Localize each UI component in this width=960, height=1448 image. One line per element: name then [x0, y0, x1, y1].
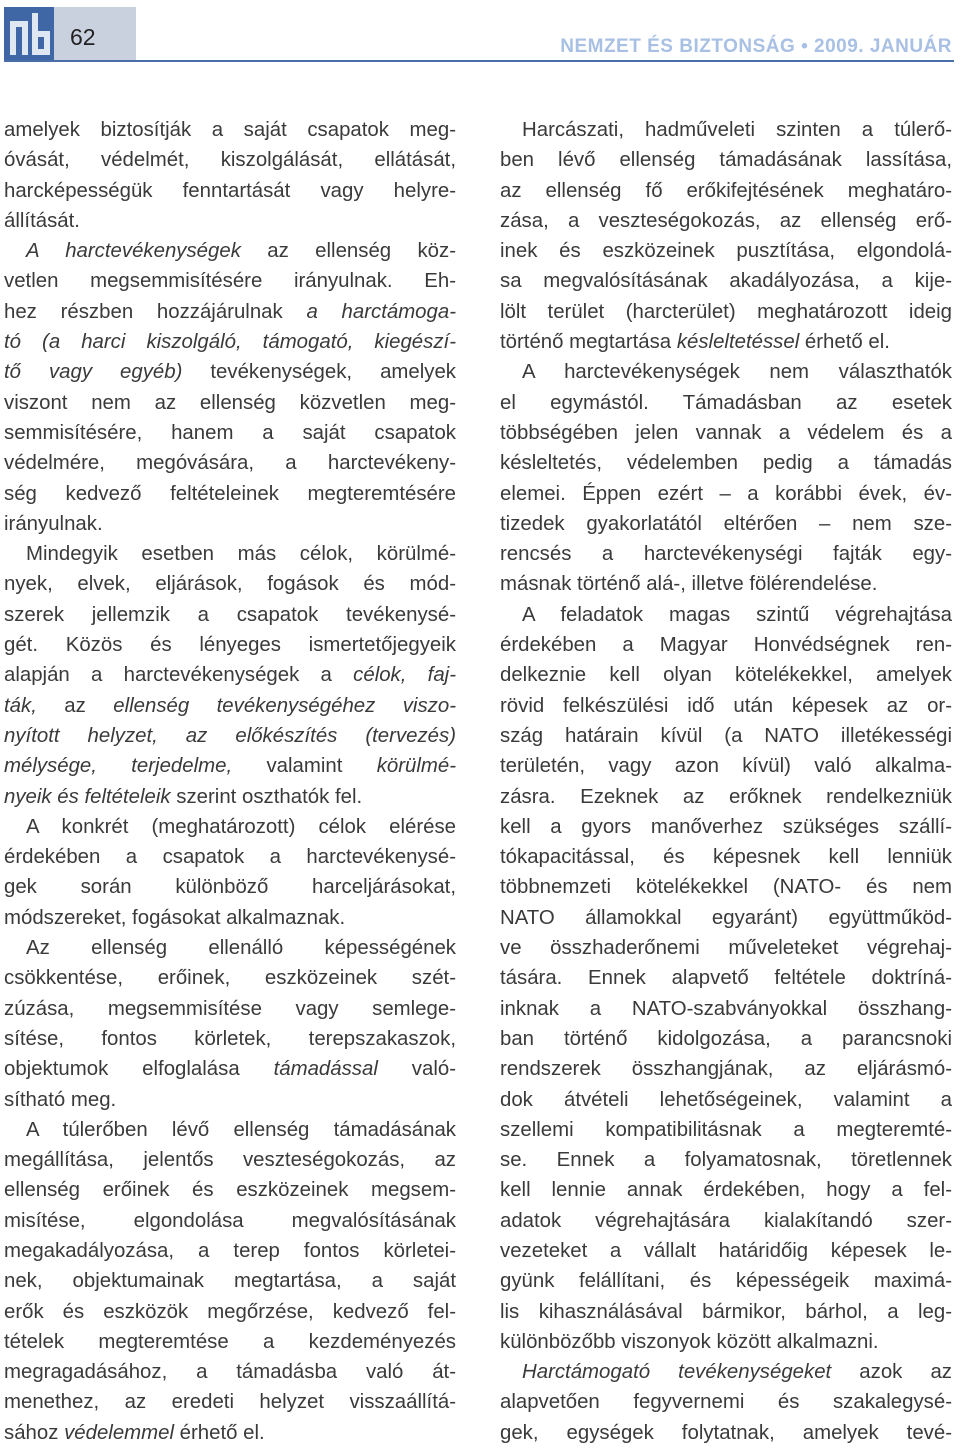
text-line: A harctevékenységek nem választhatók	[522, 361, 952, 384]
text-line: sítható meg.	[4, 1088, 117, 1111]
text-line: állítását.	[4, 209, 80, 232]
text-line: lis kihasználásával bármikor, bárhol, a leg-	[500, 1300, 952, 1323]
text-line: érdekében a Magyar Honvédségnek ren-	[500, 634, 952, 657]
text-line: ták, az ellenség tevékenységéhez viszo-	[4, 694, 456, 717]
text-line: szág határain kívül (a NATO illetékességi	[500, 724, 952, 747]
text-line: zásra. Ezeknek az erőknek rendelkezniük	[500, 785, 952, 808]
text-line: kell a gyors manőverhez szükséges szállí-	[500, 815, 952, 838]
text-line: tására. Ennek alapvető feltétele doktríná-	[500, 967, 952, 990]
text-line: gek, egységek folytatnak, amelyek tevé-	[500, 1421, 952, 1444]
text-line: alapvetően fegyvernemi és szakalegysé-	[500, 1391, 952, 1414]
text-line: A konkrét (meghatározott) célok elérése	[26, 815, 456, 838]
text-line: misítése, elgondolása megvalósításának	[4, 1209, 456, 1232]
text-line: Az ellenség ellenálló képességének	[26, 937, 456, 960]
text-line: megállítása, jelentős veszteségokozás, az	[4, 1149, 456, 1172]
text-line: Harctámogató tevékenységeket azok az	[522, 1361, 952, 1384]
text-line: nyek, elvek, eljárások, fogások és mód-	[4, 573, 456, 596]
text-line: Mindegyik esetben más célok, körülmé-	[26, 543, 456, 566]
text-line: inek és eszközeinek pusztítása, elgondolá-	[500, 240, 952, 263]
right-column	[500, 115, 952, 1448]
text-line: delkeznie kell olyan kötelékekkel, amelyek	[500, 664, 952, 687]
text-line: kell lennie annak érdekében, hogy a fel-	[500, 1179, 952, 1202]
page-header	[0, 0, 960, 62]
text-line: tő vagy egyéb) tevékenységek, amelyek	[4, 361, 456, 384]
journal-title	[560, 37, 952, 56]
text-line: rövid felkészülési idő után képesek az or-	[500, 694, 952, 717]
text-line: rencsés a harctevékenységi fajták egy-	[500, 543, 952, 566]
text-line: A feladatok magas szintű végrehajtása	[522, 603, 952, 626]
text-line: megragadásához, a támadásba való át-	[4, 1361, 456, 1384]
journal-logo	[4, 7, 54, 61]
text-line: ben lévő ellenség támadásának lassítása,	[500, 149, 952, 172]
text-line: az ellenség fő erőkifejtésének meghatáro-	[500, 179, 952, 202]
text-line: objektumok elfoglalása támadással való-	[4, 1058, 456, 1081]
text-line: tételek megteremtése a kezdeményezés	[4, 1330, 456, 1353]
text-line: el egymástól. Támadásban az esetek	[500, 391, 952, 414]
text-line: Harcászati, hadműveleti szinten a túlerő-	[522, 119, 952, 141]
text-line: nek, objektumainak megtartása, a saját	[4, 1270, 456, 1293]
text-line: különbözőbb viszonyok között alkalmazni.	[500, 1330, 879, 1353]
text-line: lölt terület (harcterület) meghatározott ideig	[500, 300, 952, 323]
text-line: A harctevékenységek az ellenség köz-	[26, 240, 456, 263]
text-line: gyünk felállítani, és képességeik maximá-	[500, 1270, 952, 1293]
text-line: másnak történő alá-, illetve fölérendelése.	[500, 573, 878, 596]
text-line: irányulnak.	[4, 512, 103, 535]
text-line: óvását, védelmét, kiszolgálását, ellátását,	[4, 149, 456, 172]
text-line: sa megvalósításának akadályozása, a kije-	[500, 270, 952, 293]
text-line: tókapacitással, és képesnek kell lenniük	[500, 846, 952, 869]
text-line: szerek jellemzik a csapatok tevékenysé-	[4, 603, 456, 626]
text-line: viszont nem az ellenség közvetlen meg-	[4, 391, 456, 414]
text-line: vezeteket a vállalt határidőig képesek le-	[500, 1239, 952, 1262]
text-line: amelyek biztosítják a saját csapatok meg-	[4, 119, 456, 141]
text-line: módszereket, fogásokat alkalmaznak.	[4, 906, 346, 929]
text-line: sához védelemmel érhető el.	[4, 1421, 265, 1444]
text-line: késleltetés, védelemben pedig a támadás	[500, 452, 952, 475]
separator-dot: •	[801, 36, 809, 57]
text-line: védelmére, megóvására, a harctevékeny-	[4, 452, 456, 475]
text-line: mélysége, terjedelme, valamint körülmé-	[4, 755, 456, 778]
text-line: ellenség erőinek és eszközeinek megsem-	[4, 1179, 456, 1202]
text-line: tizedek gyakorlatától eltérően – nem sze-	[500, 512, 952, 535]
left-column	[4, 115, 456, 1448]
text-line: vetlen megsemmisítésére irányulnak. Eh-	[4, 270, 456, 293]
text-line: ban történő kidolgozása, a parancsnoki	[500, 1027, 952, 1050]
text-line: zúzása, megsemmisítése vagy semlege-	[4, 997, 456, 1020]
text-line: semmisítésére, hanem a saját csapatok	[4, 421, 456, 444]
text-line: gek során különböző harceljárásokat,	[4, 876, 456, 899]
text-line: többségében jelen vannak a védelem és a	[500, 421, 952, 444]
journal-name: NEMZET ÉS BIZTONSÁG	[560, 36, 796, 57]
text-line: inknak a NATO-szabványokkal összhang-	[500, 997, 952, 1020]
text-line: többnemzeti kötelékekkel (NATO- és nem	[500, 876, 952, 899]
text-line: érdekében a csapatok a harctevékenysé-	[4, 846, 456, 869]
text-line: hez részben hozzájárulnak a harctámoga-	[4, 300, 456, 323]
text-line: dok átvételi lehetőségeinek, valamint a	[500, 1088, 952, 1111]
text-line: erők és eszközök megőrzése, kedvező fel-	[4, 1300, 456, 1323]
text-line: harcképességük fenntartását vagy helyre-	[4, 179, 456, 202]
text-line: megakadályozása, a terep fontos körletei-	[4, 1239, 456, 1262]
text-line: alapján a harctevékenységek a célok, faj-	[4, 664, 456, 687]
text-line: sítése, fontos körletek, terepszakaszok,	[4, 1027, 456, 1050]
text-line: rendszerek összhangjának, az eljárásmó-	[500, 1058, 952, 1081]
text-line: szellemi kompatibilitásnak a megteremté-	[500, 1118, 952, 1141]
journal-issue: 2009. JANUÁR	[814, 36, 952, 57]
text-line: menethez, az eredeti helyzet visszaállítá-	[4, 1391, 456, 1414]
text-line: csökkentése, erőinek, eszközeinek szét-	[4, 967, 456, 990]
text-line: gét. Közös és lényeges ismertetőjegyeik	[4, 634, 456, 657]
text-line: NATO államokkal egyaránt) együttműköd-	[500, 906, 952, 929]
nb-logo-icon	[4, 7, 54, 61]
text-line: történő megtartása késleltetéssel érhető el.	[500, 331, 890, 354]
text-line: ve összhaderőnemi műveleteket végrehaj-	[500, 937, 952, 960]
text-line: A túlerőben lévő ellenség támadásának	[26, 1118, 456, 1141]
text-line: adatok végrehajtására kialakítandó szer-	[500, 1209, 952, 1232]
text-line: se. Ennek a folyamatosnak, töretlennek	[500, 1149, 952, 1172]
text-line: ség kedvező feltételeinek megteremtésére	[4, 482, 456, 505]
text-line: nyeik és feltételeik szerint oszthatók fel.	[4, 785, 363, 808]
text-line: tó (a harci kiszolgáló, támogató, kiegészí-	[4, 331, 456, 354]
text-line: területén, vagy azon kívül) való alkalma-	[500, 755, 952, 778]
header-rule	[4, 60, 954, 62]
page-number: 62	[70, 24, 96, 50]
text-line: zása, a veszteségokozás, az ellenség erő-	[500, 209, 952, 232]
text-line: nyított helyzet, az előkészítés (tervezés)	[4, 724, 456, 747]
text-line: elemei. Éppen ezért – a korábbi évek, év-	[500, 482, 952, 505]
